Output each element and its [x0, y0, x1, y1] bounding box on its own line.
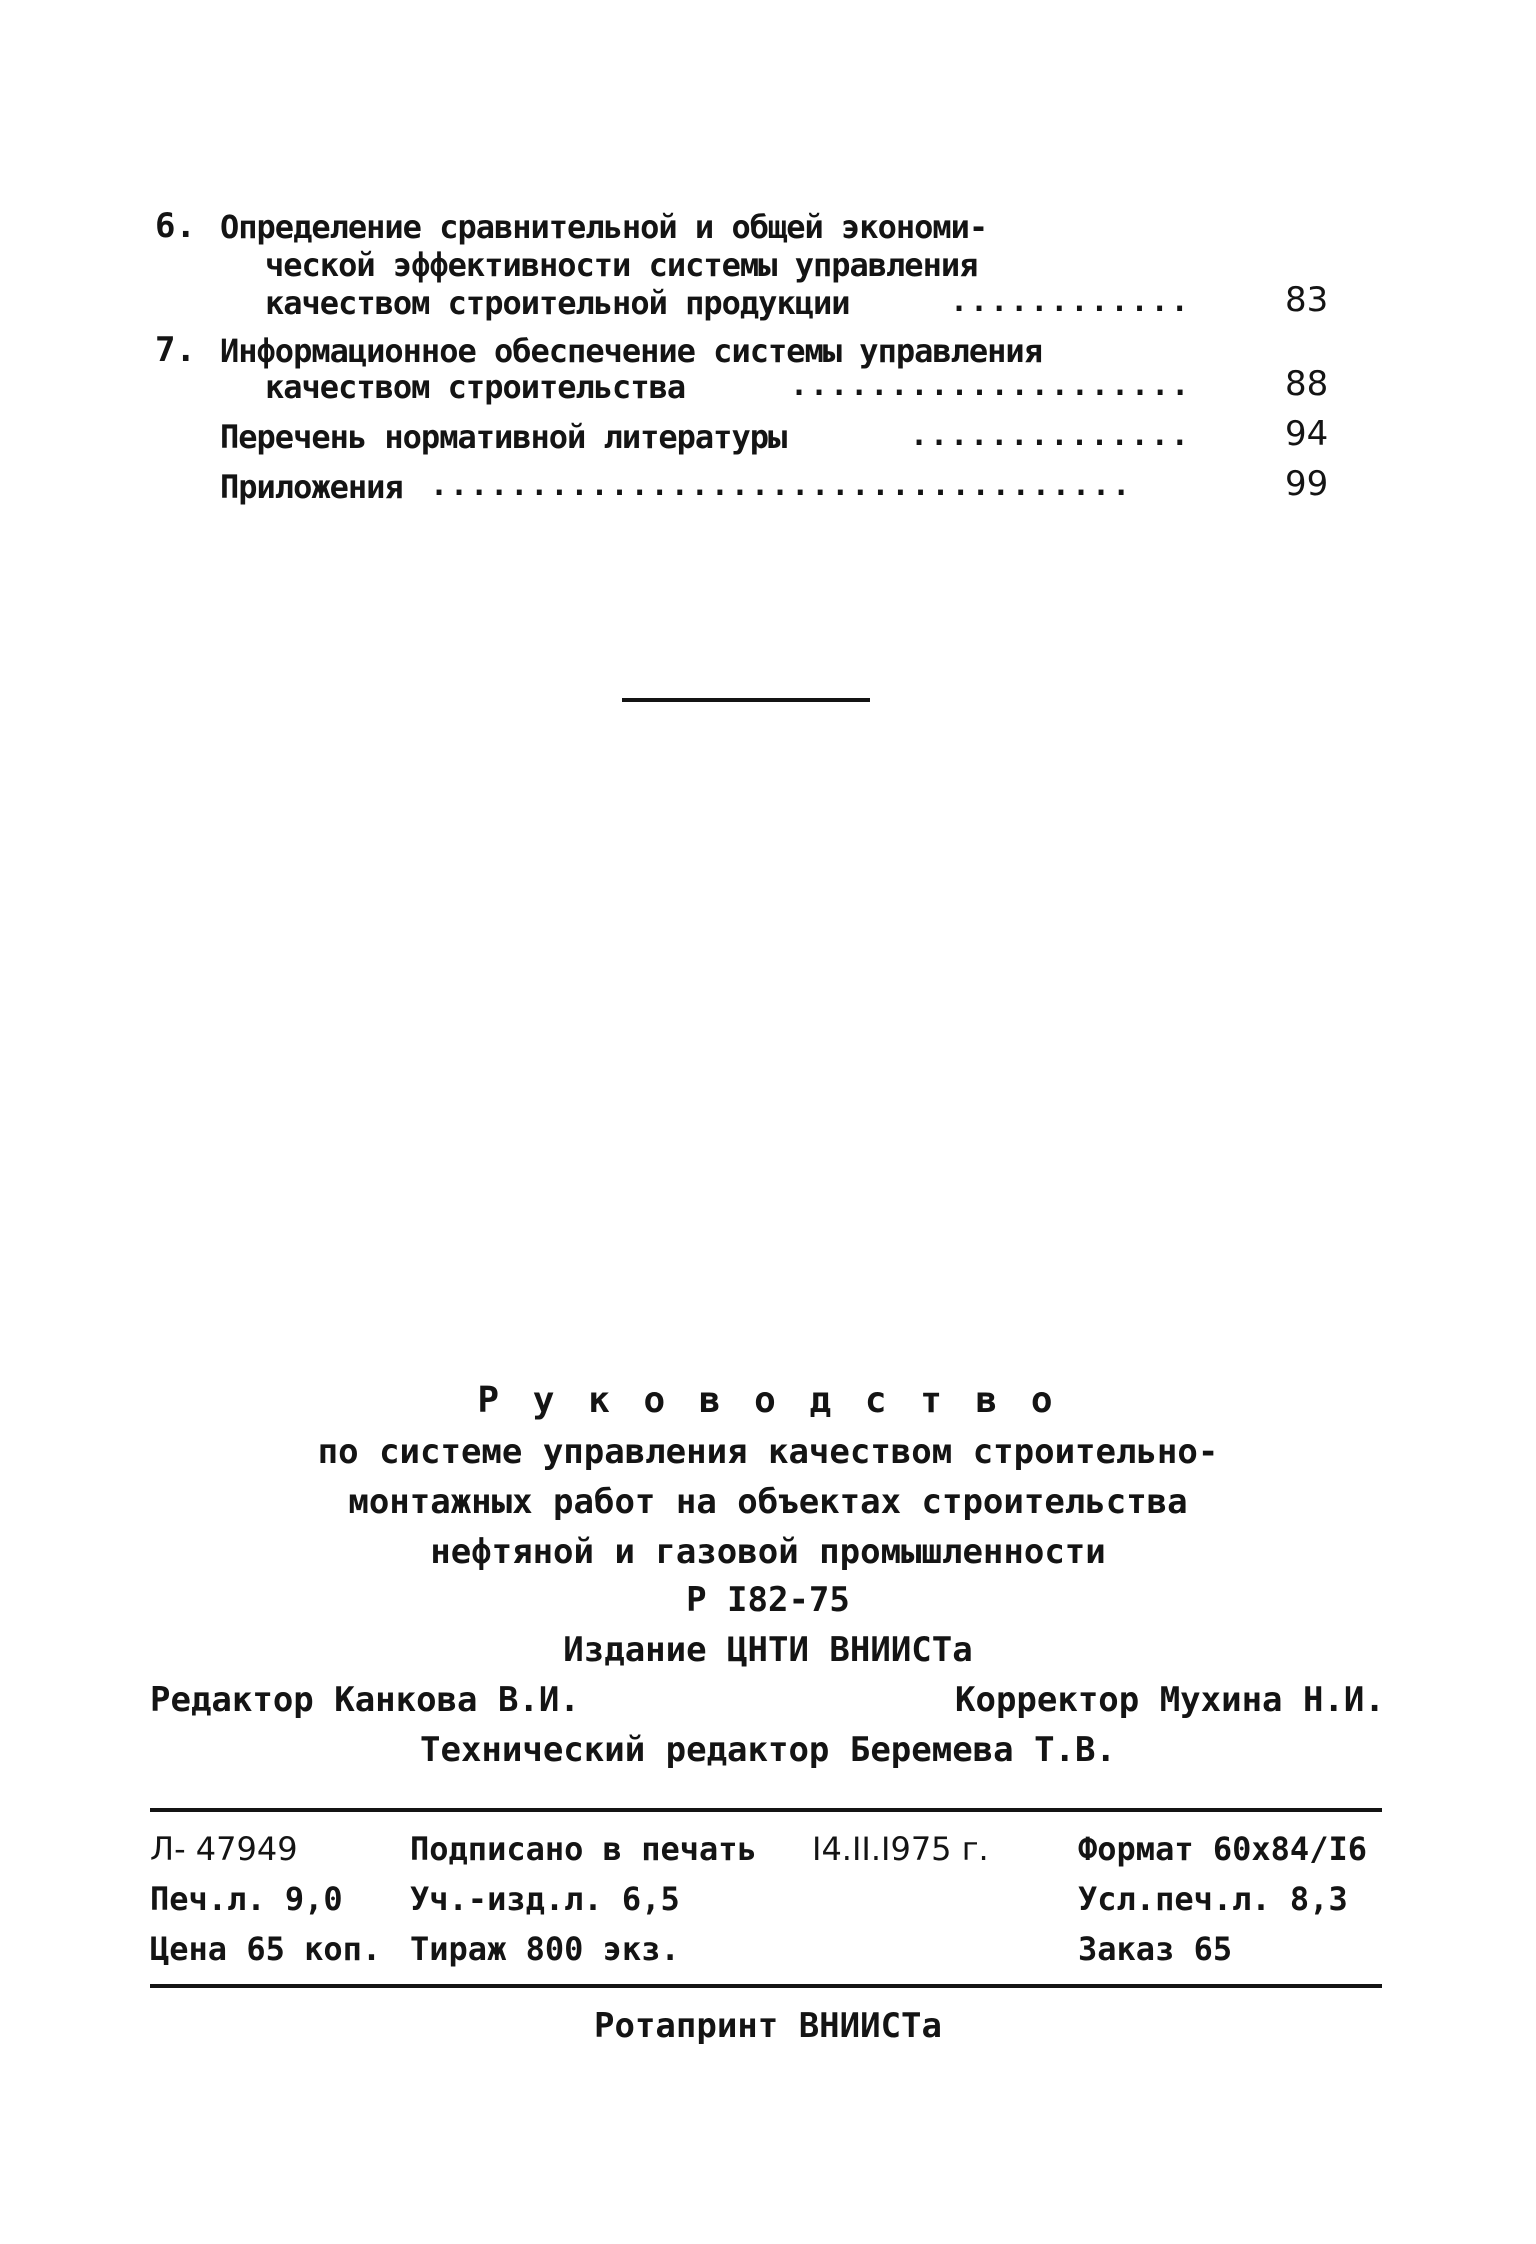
technical-editor: Технический редактор Беремева Т.В.	[420, 1730, 1116, 1770]
toc-leader-dots: ...................................	[430, 468, 1133, 503]
conventional-sheets: Усл.печ.л. 8,3	[1078, 1880, 1348, 1918]
toc-page-number: 99	[1285, 464, 1329, 504]
colophon-subtitle-line: по системе управления качеством строительно-	[317, 1432, 1219, 1472]
toc-entry-number: 6.	[155, 206, 196, 246]
toc-entry-title-line: Перечень нормативной литературы	[220, 418, 787, 456]
order-id: Л- 47949	[150, 1830, 298, 1868]
toc-entry-number: 7.	[155, 330, 196, 370]
print-sheets: Печ.л. 9,0	[150, 1880, 343, 1918]
publisher: Издание ЦНТИ ВНИИСТа	[563, 1630, 973, 1670]
toc-entry-title-line: качеством строительства	[265, 368, 686, 406]
toc-entry-title-line: ческой эффективности системы управления	[265, 246, 978, 284]
paper-format: Формат 60x84/I6	[1078, 1830, 1367, 1868]
toc-entry-title-line: Информационное обеспечение системы управления	[220, 332, 1042, 370]
toc-leader-dots: ....................	[790, 368, 1192, 403]
toc-page-number: 83	[1285, 280, 1329, 320]
publication-sheets: Уч.-изд.л. 6,5	[410, 1880, 680, 1918]
document-code: Р I82-75	[686, 1580, 850, 1620]
toc-page-number: 88	[1285, 364, 1329, 404]
toc-leader-dots: ..............	[910, 418, 1191, 453]
colophon-subtitle-line: нефтяной и газовой промышленности	[430, 1532, 1106, 1572]
colophon-subtitle-line: монтажных работ на объектах строительства	[348, 1482, 1188, 1522]
section-divider	[622, 698, 870, 702]
signed-date: I4.II.I975 г.	[812, 1830, 989, 1868]
price: Цена 65 коп.	[150, 1930, 382, 1968]
toc-entry-title-line: качеством строительной продукции	[265, 284, 850, 322]
toc-page-number: 94	[1285, 414, 1329, 454]
printer: Ротапринт ВНИИСТа	[594, 2006, 942, 2046]
editor: Редактор Канкова В.И.	[150, 1680, 580, 1720]
corrector: Корректор Мухина Н.И.	[955, 1680, 1385, 1720]
print-run: Тираж 800 экз.	[410, 1930, 680, 1968]
imprint-top-rule	[150, 1808, 1382, 1812]
toc-leader-dots: ............	[950, 284, 1191, 319]
order-number: Заказ 65	[1078, 1930, 1233, 1968]
imprint-bottom-rule	[150, 1984, 1382, 1988]
colophon-title: Р у к о в о д с т в о	[477, 1380, 1059, 1421]
signed-label: Подписано в печать	[410, 1830, 757, 1868]
toc-entry-title-line: Определение сравнительной и общей экономи-	[220, 208, 988, 246]
toc-entry-title-line: Приложения	[220, 468, 403, 506]
